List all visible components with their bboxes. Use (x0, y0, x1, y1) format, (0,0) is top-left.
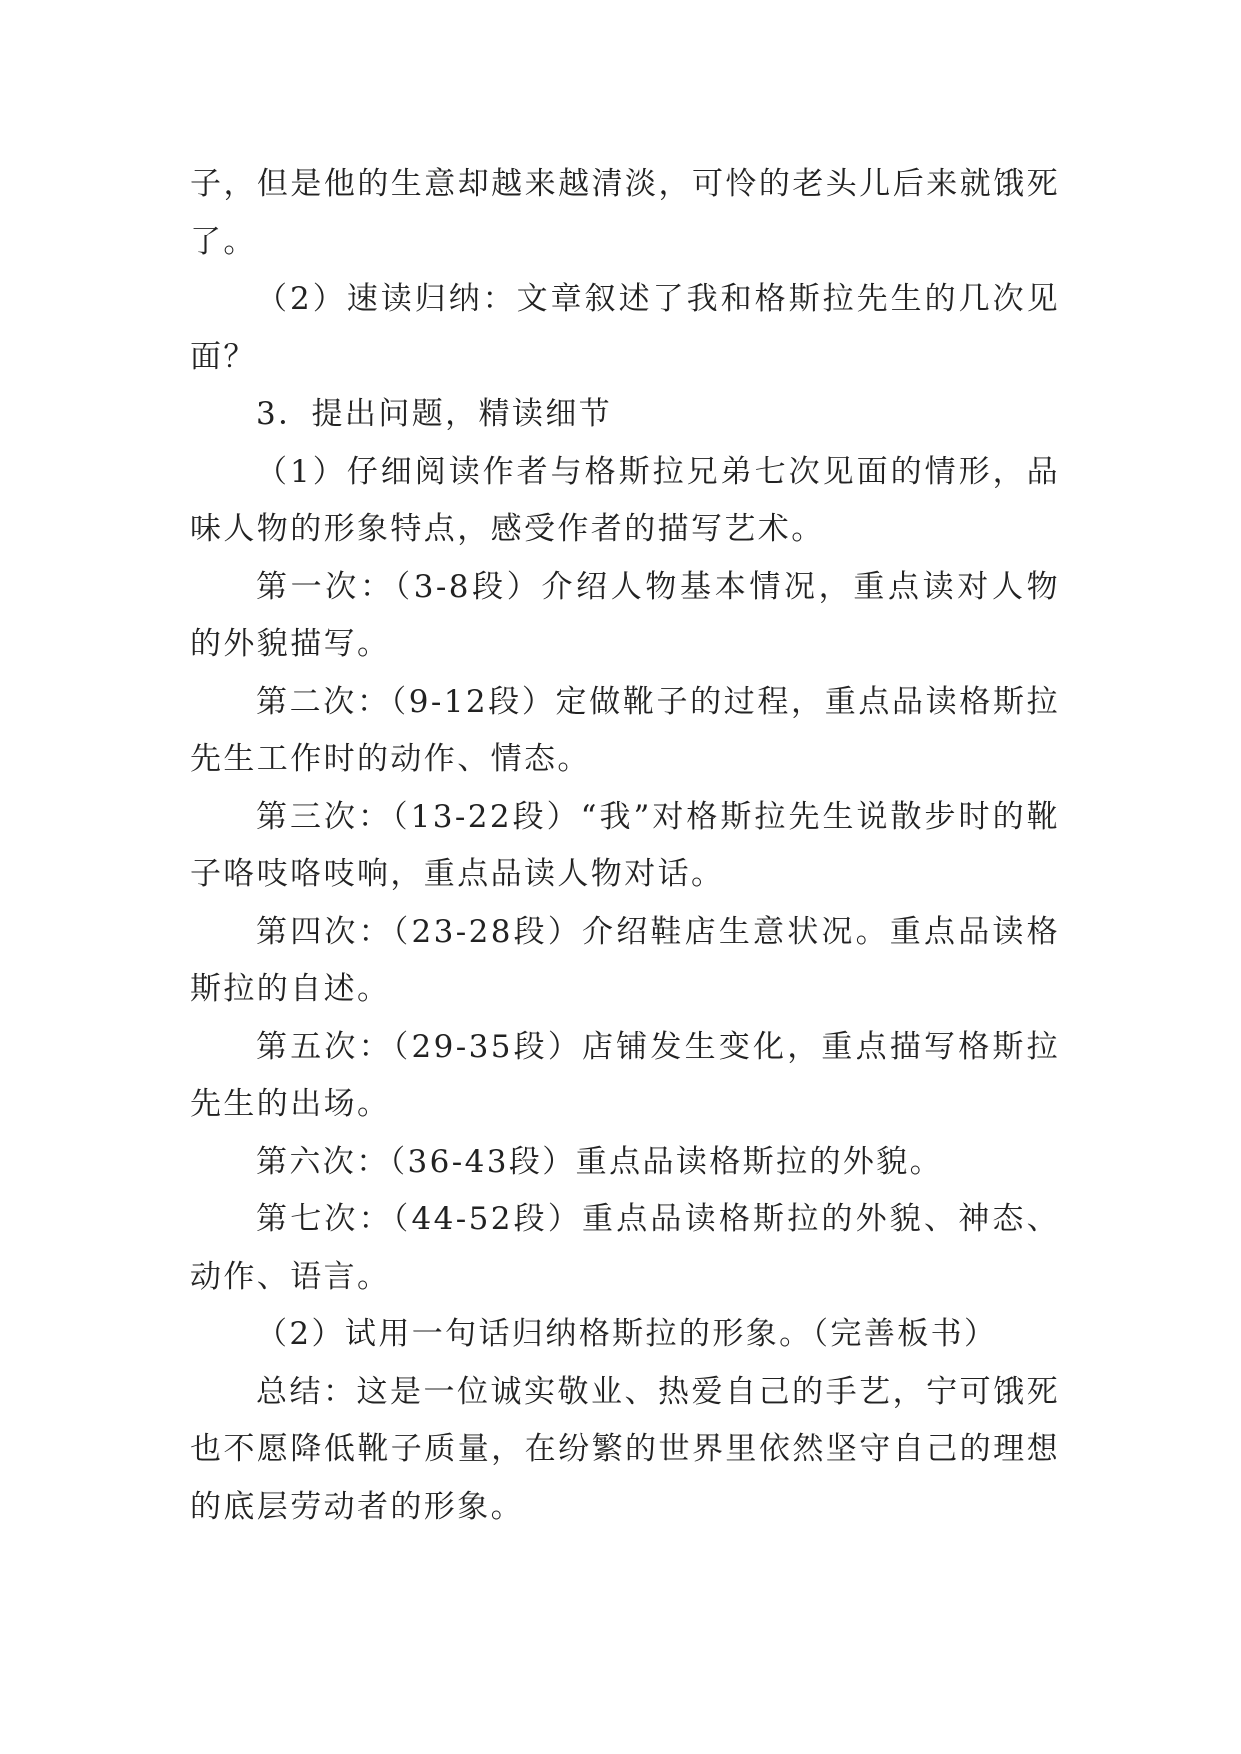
paragraph-task-1: （1）仔细阅读作者与格斯拉兄弟七次见面的情形，品味人物的形象特点，感受作者的描写艺术。 (190, 453, 1060, 547)
paragraph-meeting-5: 第五次：（29-35段）店铺发生变化，重点描写格斯拉先生的出场。 (190, 1028, 1060, 1122)
body-text (190, 156, 1060, 1536)
section-heading-3: 3．提出问题，精读细节 (256, 396, 613, 432)
paragraph-meeting-4: 第四次：（23-28段）介绍鞋店生意状况。重点品读格斯拉的自述。 (190, 913, 1060, 1007)
paragraph-summary: 总结：这是一位诚实敬业、热爱自己的手艺，宁可饿死也不愿降低靴子质量，在纷繁的世界里依然坚守自己的理想的底层劳动者的形象。 (190, 1373, 1060, 1525)
paragraph-meeting-3: 第三次：（13-22段）“我”对格斯拉先生说散步时的靴子咯吱咯吱响，重点品读人物对话。 (190, 798, 1060, 892)
paragraph-meeting-6: 第六次：（36-43段）重点品读格斯拉的外貌。 (256, 1143, 944, 1180)
paragraph-meeting-2: 第二次：（9-12段）定做靴子的过程，重点品读格斯拉先生工作时的动作、情态。 (190, 683, 1060, 777)
paragraph-meeting-7: 第七次：（44-52段）重点品读格斯拉的外貌、神态、动作、语言。 (190, 1201, 1060, 1295)
paragraph-meeting-1: 第一次：（3-8段）介绍人物基本情况，重点读对人物的外貌描写。 (190, 568, 1060, 662)
paragraph-question-2: （2）速读归纳：文章叙述了我和格斯拉先生的几次见面？ (190, 281, 1060, 375)
paragraph-task-2: （2）试用一句话归纳格斯拉的形象。（完善板书） (256, 1316, 998, 1352)
paragraph-continuation: 子，但是他的生意却越来越清淡，可怜的老头儿后来就饿死了。 (190, 166, 1060, 260)
